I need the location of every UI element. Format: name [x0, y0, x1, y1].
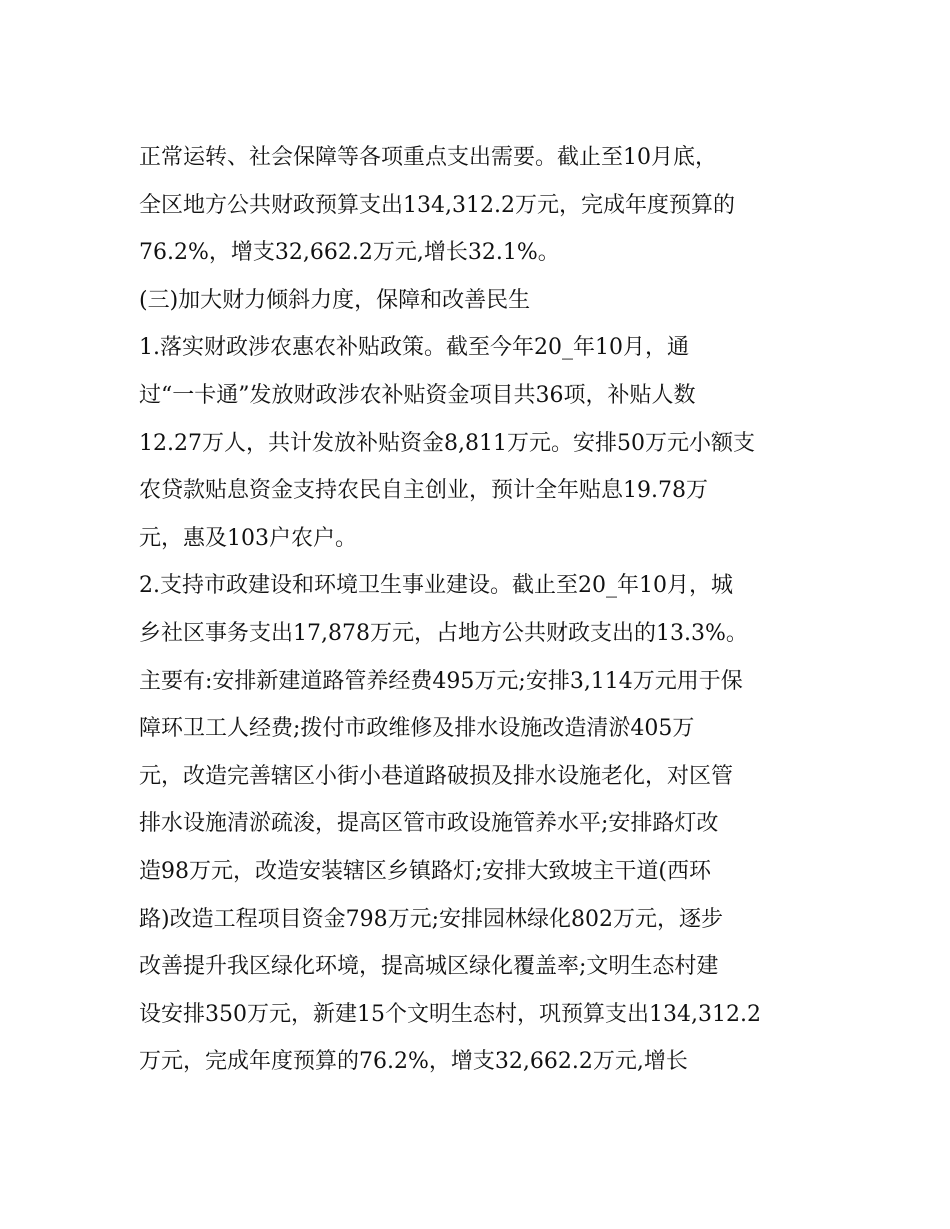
text-line: 76.2%，增支32,662.2万元,增长32.1%。 — [139, 240, 560, 266]
text-line: 主要有:安排新建道路管养经费495万元;安排3,114万元用于保 — [139, 668, 743, 694]
text-line: 农贷款贴息资金支持农民自主创业，预计全年贴息19.78万 — [139, 478, 708, 504]
text-line: 造98万元，改造安装辖区乡镇路灯;安排大致坡主干道(西环 — [139, 858, 711, 884]
text-line: 排水设施清淤疏浚，提高区管市政设施管养水平;安排路灯改 — [139, 811, 719, 837]
body-text — [139, 134, 839, 1086]
text-line: 过“一卡通”发放财政涉农补贴资金项目共36项，补贴人数 — [139, 382, 696, 408]
text-line: 设安排350万元，新建15个文明生态村，巩预算支出134,312.2 — [139, 1001, 761, 1027]
text-line: 障环卫工人经费;拨付市政维修及排水设施改造清淤405万 — [139, 716, 695, 742]
text-line: 乡社区事务支出17,878万元，占地方公共财政支出的13.3%。 — [139, 620, 748, 646]
text-line: 全区地方公共财政预算支出134,312.2万元，完成年度预算的 — [139, 192, 735, 218]
text-line: 元，惠及103户农户。 — [139, 525, 357, 551]
section-heading: (三)加大财力倾斜力度，保障和改善民生 — [139, 287, 531, 313]
text-line: 元，改造完善辖区小街小巷道路破损及排水设施老化，对区管 — [139, 763, 734, 789]
text-line: 路)改造工程项目资金798万元;安排园林绿化802万元，逐步 — [139, 906, 723, 932]
text-line: 2.支持市政建设和环境卫生事业建设。截止至20_年10月，城 — [139, 573, 733, 599]
text-line: 12.27万人，共计发放补贴资金8,811万元。安排50万元小额支 — [139, 430, 755, 456]
text-line: 正常运转、社会保障等各项重点支出需要。截止至10月底， — [139, 145, 717, 170]
text-line: 改善提升我区绿化环境，提高城区绿化覆盖率;文明生态村建 — [139, 954, 719, 980]
text-line: 万元，完成年度预算的76.2%，增支32,662.2万元,增长 — [139, 1049, 688, 1075]
text-line: 1.落实财政涉农惠农补贴政策。截至今年20_年10月，通 — [139, 335, 689, 361]
